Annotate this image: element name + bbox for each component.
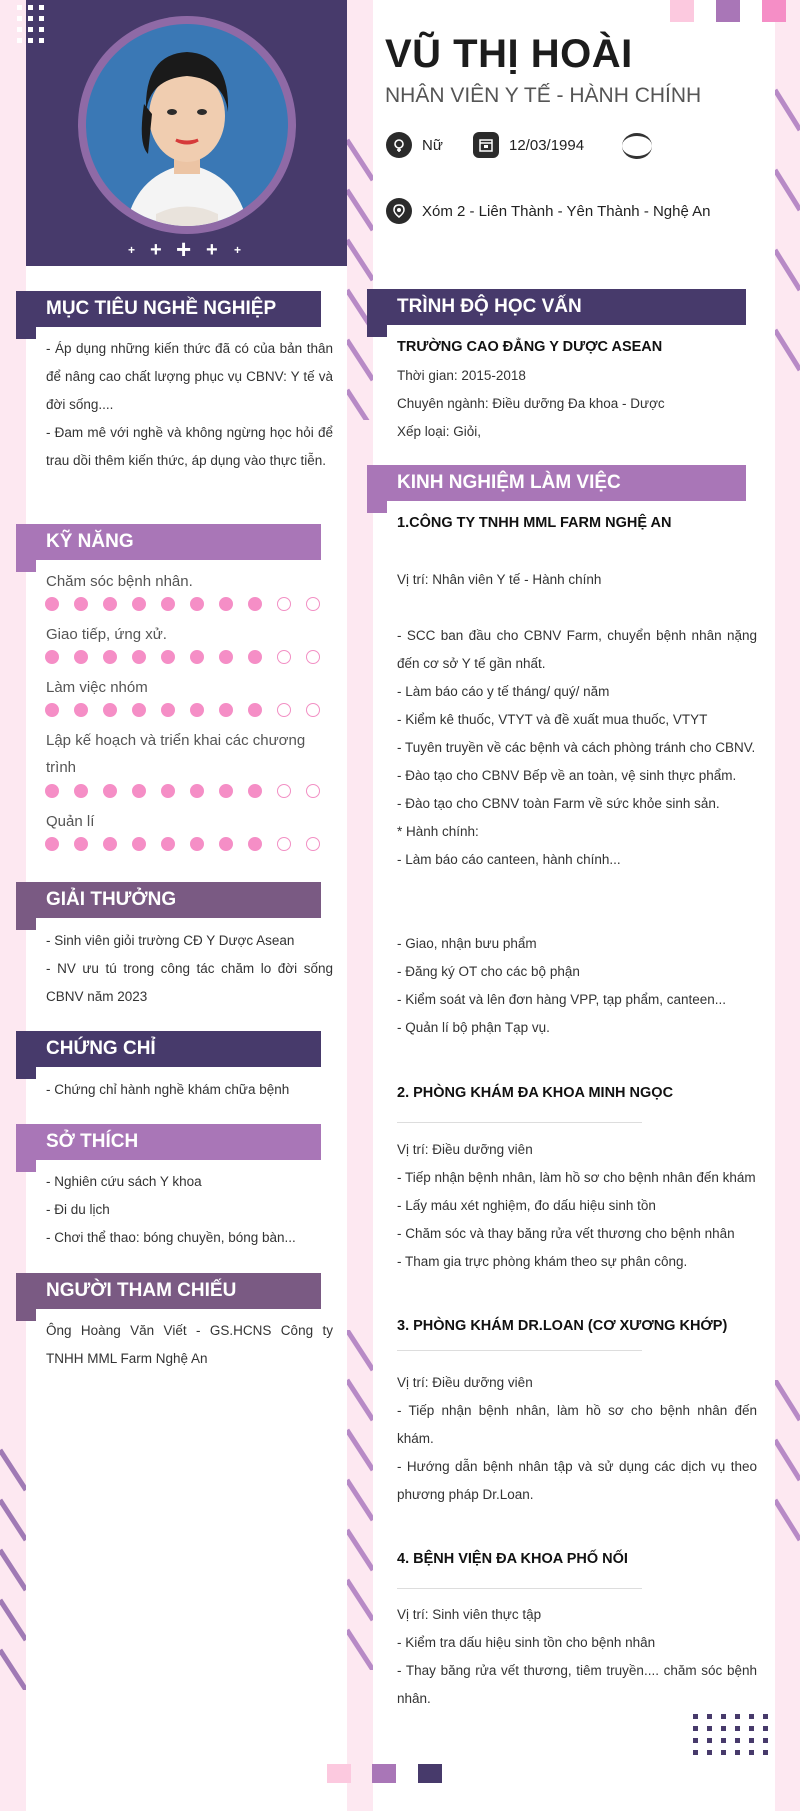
top-square-pink [762,0,786,22]
dob-value: 12/03/1994 [509,136,585,154]
duty-line: - SCC ban đầu cho CBNV Farm, chuyển bệnh nhân nặng đến cơ sở Y tế gần nhất. [397,628,757,671]
education-heading-text: TRÌNH ĐỘ HỌC VẤN [397,296,582,317]
duty-line: - Chăm sóc và thay băng rửa vết thương cho bệnh nhân [397,1226,735,1241]
rating-dot [45,650,59,664]
left-diagonal-stripes-bottom [0,1440,26,1690]
rating-dot [219,703,233,717]
rating-dot [74,597,88,611]
award-line-2: - NV ưu tú trong công tác chăm lo đời sống CBNV năm 2023 [46,961,333,1004]
divider [397,1350,642,1351]
location-icon [386,198,412,224]
rating-dot [248,837,262,851]
address-info [386,198,711,224]
certificates-heading-text: CHỨNG CHỈ [46,1038,156,1059]
education-details [397,362,757,446]
rating-dot [45,784,59,798]
job-1-position-block [397,566,757,594]
rating-dot [161,784,175,798]
rating-dot [248,650,262,664]
education-time: Thời gian: 2015-2018 [397,368,526,383]
rating-dot [74,837,88,851]
phone-icon [622,133,652,159]
skill-label-1: Chăm sóc bệnh nhân. [46,573,193,590]
skill-rating-5 [45,837,320,851]
plus-decoration: + + + + + [128,234,242,264]
hobby-line-3: - Chơi thể thao: bóng chuyền, bóng bàn... [46,1230,296,1245]
rating-dot [161,703,175,717]
rating-dot [132,784,146,798]
rating-dot [74,784,88,798]
job-4-details [397,1601,757,1713]
rating-dot [161,650,175,664]
job-1-duties-2 [397,930,757,1042]
rating-dot [190,650,204,664]
rating-dot [277,837,291,851]
rating-dot [190,597,204,611]
duty-line: - Tiếp nhận bệnh nhân, làm hồ sơ cho bệnh nhân đến khám [397,1170,756,1185]
rating-dot [219,837,233,851]
rating-dot [103,597,117,611]
duty-line: - Kiểm soát và lên đơn hàng VPP, tạp phẩm, canteen... [397,992,727,1007]
duty-line: - Làm báo cáo y tế tháng/ quý/ năm [397,684,610,699]
rating-dot [306,650,320,664]
bottom-right-dot-grid [693,1714,768,1755]
duty-line: - Tiếp nhận bệnh nhân, làm hồ sơ cho bệnh nhân đến khám. [397,1403,757,1446]
rating-dot [103,650,117,664]
objective-heading-text: MỤC TIÊU NGHỀ NGHIỆP [46,298,277,319]
rating-dot [45,597,59,611]
references-heading-text: NGƯỜI THAM CHIẾU [46,1280,237,1301]
rating-dot [219,597,233,611]
skill-label-3: Làm việc nhóm [46,679,148,696]
rating-dot [306,597,320,611]
divider [397,1122,642,1123]
dob-info [473,132,584,158]
hobby-line-1: - Nghiên cứu sách Y khoa [46,1174,202,1189]
duty-line: - Đăng ký OT cho các bộ phận [397,964,580,979]
job-2-details [397,1136,757,1276]
skill-label-2: Giao tiếp, ứng xử. [46,626,167,643]
gender-value: Nữ [422,136,443,154]
rating-dot [161,597,175,611]
duty-line: - Thay băng rửa vết thương, tiêm truyền.... chăm sóc bệnh nhân. [397,1663,757,1706]
references-heading [16,1273,321,1309]
job-3-details [397,1369,757,1509]
rating-dot [132,703,146,717]
objective-line-2: - Đam mê với nghề và không ngừng học hỏi để trau dồi thêm kiến thức, áp dụng vào thực tiễn. [46,425,333,468]
duty-line: - Đào tạo cho CBNV toàn Farm về sức khỏe sinh sản. [397,796,720,811]
rating-dot [103,703,117,717]
bottom-square-dark [418,1764,442,1783]
skill-rating-1 [45,597,320,611]
job-2-position: Vị trí: Điều dưỡng viên [397,1142,533,1157]
gender-info [386,132,443,158]
top-square-purple [716,0,740,22]
rating-dot [74,703,88,717]
job-title: NHÂN VIÊN Y TẾ - HÀNH CHÍNH [385,84,702,107]
job-4-company: 4. BỆNH VIỆN ĐA KHOA PHỐ NỐI [397,1551,628,1567]
hobby-line-2: - Đi du lịch [46,1202,110,1217]
job-3-company: 3. PHÒNG KHÁM DR.LOAN (CƠ XƯƠNG KHỚP) [397,1318,728,1334]
job-1-company: 1.CÔNG TY TNHH MML FARM NGHỆ AN [397,515,672,531]
hobbies-heading-tab [16,1124,36,1172]
awards-heading [16,882,321,918]
rating-dot [132,650,146,664]
rating-dot [306,837,320,851]
duty-line: - Lấy máu xét nghiệm, đo dấu hiệu sinh tồn [397,1198,656,1213]
skill-rating-4 [45,784,320,798]
experience-heading-text: KINH NGHIỆM LÀM VIỆC [397,472,621,493]
job-1-position: Vị trí: Nhân viên Y tế - Hành chính [397,572,602,587]
rating-dot [132,597,146,611]
rating-dot [277,597,291,611]
rating-dot [277,784,291,798]
skills-heading-text: KỸ NĂNG [46,531,134,552]
job-4-position: Vị trí: Sinh viên thực tập [397,1607,542,1622]
duty-line: * Hành chính: [397,824,479,839]
education-school: TRƯỜNG CAO ĐẲNG Y DƯỢC ASEAN [397,339,663,355]
rating-dot [277,650,291,664]
award-line-1: - Sinh viên giỏi trường CĐ Y Dược Asean [46,933,295,948]
rating-dot [74,650,88,664]
rating-dot [248,784,262,798]
certificate-line-1: - Chứng chỉ hành nghề khám chữa bệnh [46,1082,290,1097]
objective-line-1: - Áp dụng những kiến thức đã có của bản thân để nâng cao chất lượng phục vụ CBNV: Y tế và đời sống.... [46,341,333,412]
certificates-heading-tab [16,1031,36,1079]
job-1-duties [397,622,757,874]
right-diagonal-stripes-top [775,60,800,390]
rating-dot [219,650,233,664]
duty-line: - Tham gia trực phòng khám theo sự phân công. [397,1254,688,1269]
rating-dot [306,703,320,717]
bottom-square-pale [327,1764,351,1783]
certificates-heading [16,1031,321,1067]
rating-dot [306,784,320,798]
experience-heading-tab [367,465,387,513]
profile-photo [86,24,288,226]
duty-line: - Tuyên truyền về các bệnh và cách phòng tránh cho CBNV. [397,740,756,755]
education-heading-tab [367,289,387,337]
calendar-icon [473,132,499,158]
skill-rating-2 [45,650,320,664]
duty-line: - Hướng dẫn bệnh nhân tập và sử dụng các dịch vụ theo phương pháp Dr.Loan. [397,1459,757,1502]
rating-dot [103,784,117,798]
education-rank: Xếp loại: Giỏi, [397,424,482,439]
rating-dot [161,837,175,851]
duty-line: - Giao, nhận bưu phẩm [397,936,537,951]
hobbies-heading-text: SỞ THÍCH [46,1131,139,1152]
awards-heading-text: GIẢI THƯỞNG [46,889,177,910]
rating-dot [219,784,233,798]
center-diagonal-stripes-top [347,120,373,420]
skill-label-4: Lập kế hoạch và triển khai các chương trình [46,732,306,776]
duty-line: - Kiểm kê thuốc, VTYT và đề xuất mua thuốc, VTYT [397,712,708,727]
divider [397,1588,642,1589]
rating-dot [277,703,291,717]
address-value: Xóm 2 - Liên Thành - Yên Thành - Nghệ An [422,202,711,220]
awards-heading-tab [16,882,36,930]
objective-heading [16,291,321,327]
center-diagonal-stripes-bottom [347,1330,373,1670]
duty-line: - Làm báo cáo canteen, hành chính... [397,852,621,867]
duty-line: - Quản lí bộ phận Tạp vụ. [397,1020,550,1035]
right-diagonal-stripes-bottom [775,1380,800,1580]
rating-dot [132,837,146,851]
skill-label-5: Quản lí [46,813,95,830]
top-left-dot-grid [17,5,44,43]
rating-dot [45,837,59,851]
references-heading-tab [16,1273,36,1321]
duty-line: - Kiểm tra dấu hiệu sinh tồn cho bệnh nhân [397,1635,656,1650]
education-heading [367,289,746,325]
duty-line: - Đào tạo cho CBNV Bếp về an toàn, vệ sinh thực phẩm. [397,768,737,783]
gender-icon [386,132,412,158]
reference-line-1: Ông Hoàng Văn Viết - GS.HCNS Công ty TNHH MML Farm Nghệ An [46,1323,333,1366]
rating-dot [45,703,59,717]
education-major: Chuyên ngành: Điều dưỡng Đa khoa - Dược [397,396,665,411]
rating-dot [248,703,262,717]
skills-heading [16,524,321,560]
objective-heading-tab [16,291,36,339]
job-2-company: 2. PHÒNG KHÁM ĐA KHOA MINH NGỌC [397,1085,674,1101]
rating-dot [190,703,204,717]
hobbies-heading [16,1124,321,1160]
top-square-pale [670,0,694,22]
skill-rating-3 [45,703,320,717]
rating-dot [248,597,262,611]
rating-dot [103,837,117,851]
rating-dot [190,784,204,798]
bottom-square-purple [372,1764,396,1783]
job-3-position: Vị trí: Điều dưỡng viên [397,1375,533,1390]
rating-dot [190,837,204,851]
experience-heading [367,465,746,501]
skills-heading-tab [16,524,36,572]
candidate-name: VŨ THỊ HOÀI [385,32,633,76]
